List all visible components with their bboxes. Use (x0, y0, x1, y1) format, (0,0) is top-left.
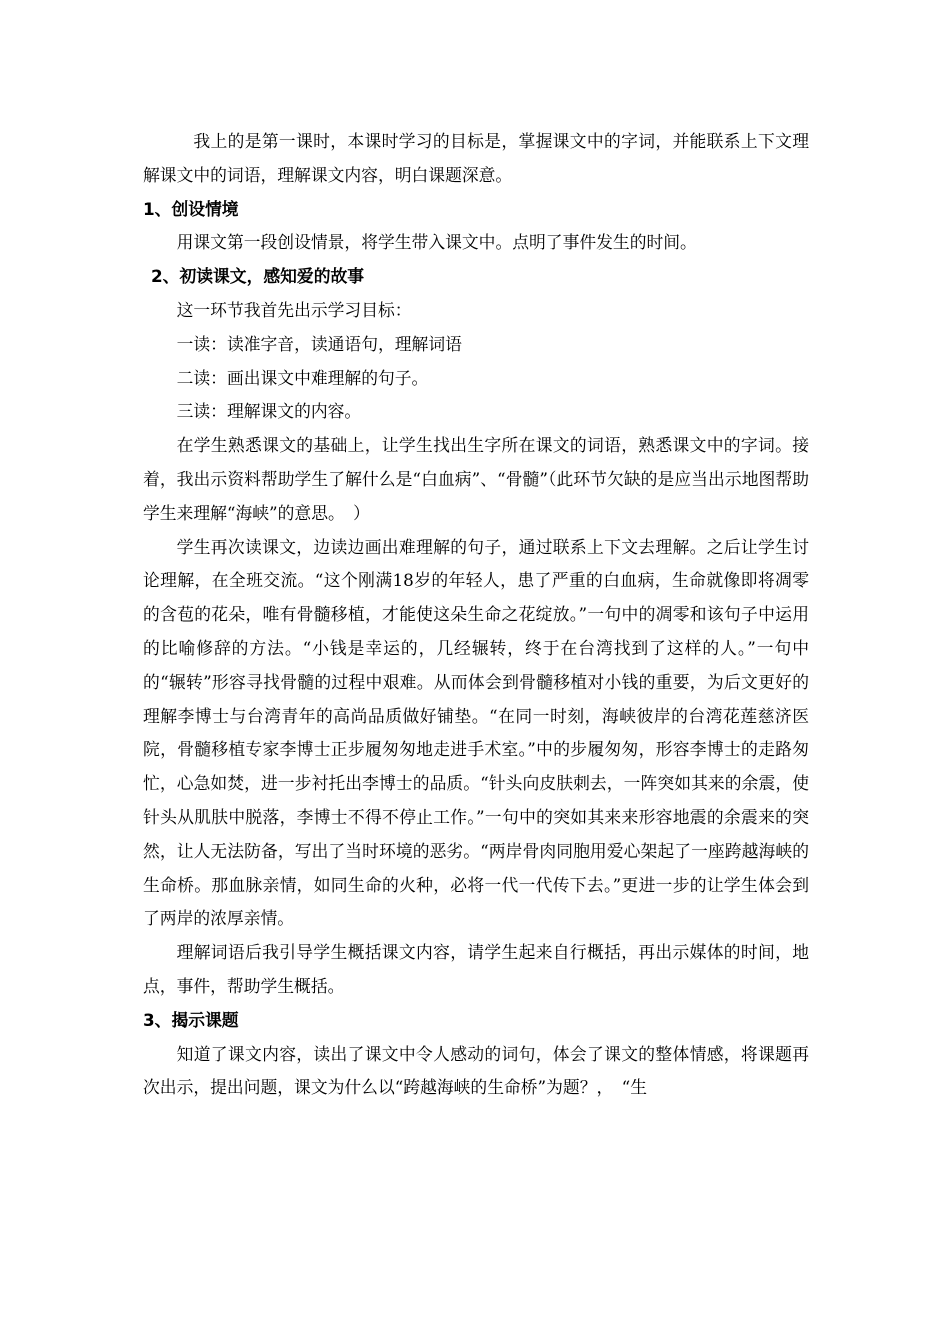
section-3-paragraph: 知道了课文内容，读出了课文中令人感动的词句，体会了课文的整体情感，将课题再次出示，提出问题，课文为什么以“跨越海峡的生命桥”为题？， “生 (143, 1043, 809, 1098)
section-2-paragraph-4: 理解词语后我引导学生概括课文内容，请学生起来自行概括，再出示媒体的时间，地点，事件，帮助学生概括。 (143, 942, 809, 996)
section-2-paragraph-3: 学生再次读课文，边读边画出难理解的句子，通过联系上下文去理解。之后让学生讨论理解，在全班交流。“这个刚满18岁的年轻人，患了严重的白血病，生命就像即将凋零的含苞的花朵，唯有骨髓移植，才能使这朵生命之花绽放。”一句中的凋零和该句子中运用的比喻修辞的方法。“小钱是幸运的，几经辗转，终于在台湾找到了这样的人。”一句中的“辗转”形容寻找骨髓的过程中艰难。从而体会到骨髓移植对小钱的重要，为后文更好的理解李博士与台湾青年的高尚品质做好铺垫。“在同一时刻，海峡彼岸的台湾花莲慈济医院，骨髓移植专家李博士正步履匆匆地走进手术室。”中的步履匆匆，形容李博士的走路匆忙，心急如焚，进一步衬托出李博士的品质。“针头向皮肤刺去，一阵突如其来的余震，使针头从肌肤中脱落，李博士不得不停止工作。”一句中的突如其来来形容地震的余震来的突然，让人无法防备，写出了当时环境的恶劣。“两岸骨肉同胞用爱心架起了一座跨越海峡的生命桥。那血脉亲情，如同生命的火种，必将一代一代传下去。”更进一步的让学生体会到了两岸的浓厚亲情。 (143, 536, 809, 929)
section-1-paragraph: 用课文第一段创设情景，将学生带入课文中。点明了事件发生的时间。 (176, 232, 697, 253)
section-3-heading: 3、揭示课题 (143, 1009, 239, 1030)
section-2-heading: 2、初读课文，感知爱的故事 (151, 266, 365, 287)
section-2-goal-3: 三读：理解课文的内容。 (176, 401, 362, 422)
section-2-paragraph-2: 在学生熟悉课文的基础上，让学生找出生字所在课文的词语，熟悉课文中的字词。接着，我出示资料帮助学生了解什么是“白血病”、“骨髓”（此环节欠缺的是应当出示地图帮助学生来理解“海峡”的意思。 ） (143, 435, 809, 523)
section-2-goal-2: 二读：画出课文中难理解的句子。 (176, 367, 429, 388)
document-body (143, 125, 809, 1105)
section-1-heading: 1、创设情境 (143, 198, 239, 219)
intro-paragraph: 我上的是第一课时，本课时学习的目标是，掌握课文中的字词，并能联系上下文理解课文中的词语，理解课文内容，明白课题深意。 (143, 131, 809, 185)
section-2-goals-intro: 这一环节我首先出示学习目标： (176, 299, 412, 320)
section-2-goal-1: 一读：读准字音，读通语句，理解词语 (176, 333, 462, 354)
